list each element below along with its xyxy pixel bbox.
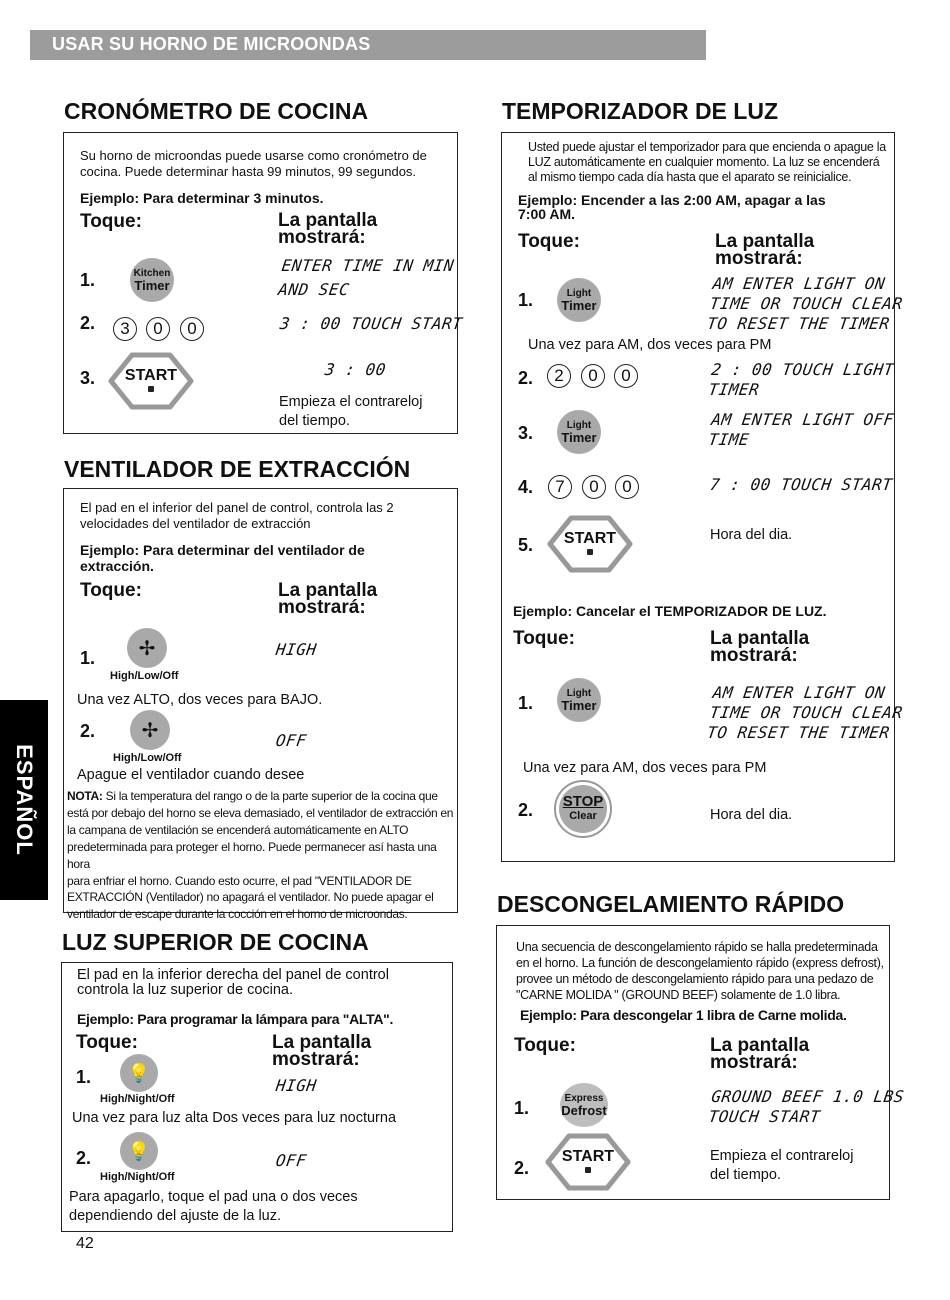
ventilador-nota (67, 788, 459, 923)
intro-line: Su horno de microondas puede usarse como cronómetro de (80, 148, 427, 163)
intro-line: provee un método de descongelamiento rápido para una pedazo de (516, 972, 874, 986)
toque-heading: Toque: (514, 1035, 576, 1056)
pad-label-top: Light (566, 420, 592, 431)
step-number: 1. (518, 693, 534, 713)
lcd-display: OFF (274, 1151, 308, 1170)
pantalla-heading (278, 212, 377, 246)
lcd-line: AM ENTER LIGHT OFF (710, 410, 896, 429)
note-line: Para apagarlo, toque el pad una o dos veces (69, 1189, 358, 1205)
light-pad[interactable] (120, 1132, 158, 1170)
intro-line: El pad en el inferior del panel de control, controla las 2 (80, 500, 394, 515)
pantalla-line: La pantalla (710, 628, 810, 649)
digit-0-button[interactable]: 0 (146, 317, 170, 341)
toque-heading: Toque: (518, 231, 580, 252)
step-number: 4. (518, 477, 534, 497)
step-note: Apague el ventilador cuando desee (77, 767, 305, 783)
luz-superior-example: Ejemplo: Para programar la lámpara para "ALTA". (77, 1011, 394, 1027)
step-number: 2. (518, 368, 534, 388)
example-line: Ejemplo: Encender a las 2:00 AM, apagar a las (518, 192, 826, 208)
nota-line: predeterminada para proteger el horno. Puede permanecer así hasta una hora (67, 839, 437, 871)
intro-line: en el horno. La función de descongelamiento rápido (express defrost), (516, 956, 884, 970)
lcd-display (706, 683, 907, 743)
lcd-line: AM ENTER LIGHT ON (711, 683, 887, 702)
lcd-display: OFF (274, 731, 308, 750)
lcd-line: GROUND BEEF 1.0 LBS (710, 1087, 906, 1106)
step-number: 1. (518, 290, 534, 310)
digit-0-button[interactable]: 0 (180, 317, 204, 341)
pantalla-line: La pantalla (715, 231, 815, 252)
descongelamiento-title: DESCONGELAMIENTO RÁPIDO (497, 891, 845, 917)
nota-line (67, 788, 459, 805)
digit-0-button[interactable]: 0 (581, 364, 605, 388)
step-note: Una vez para AM, dos veces para PM (523, 760, 767, 776)
pantalla-line: mostrará: (272, 1049, 360, 1070)
digit-3-button[interactable]: 3 (113, 317, 137, 341)
stop-label: STOP (562, 793, 604, 810)
lcd-line: TIME (707, 430, 751, 449)
descongelamiento-example: Ejemplo: Para descongelar 1 libra de Carne molida. (520, 1007, 847, 1023)
toque-heading: Toque: (513, 628, 575, 649)
pantalla-heading (710, 1037, 809, 1071)
note-line: del tiempo. (710, 1167, 781, 1183)
intro-line: El pad en la inferior derecha del panel de control (77, 967, 389, 983)
step-number: 1. (514, 1098, 530, 1118)
note-line: del tiempo. (279, 413, 350, 429)
step-number: 3. (80, 368, 96, 388)
temporizador-example (518, 193, 826, 221)
digit-2-button[interactable]: 2 (547, 364, 571, 388)
step-number: 2. (514, 1158, 530, 1178)
example-line: 7:00 AM. (518, 206, 576, 222)
start-button[interactable] (547, 515, 633, 573)
lcd-display: HIGH (274, 1076, 318, 1095)
example-line: Ejemplo: Para determinar del ventilador de (80, 542, 365, 558)
clear-label: Clear (569, 810, 597, 822)
language-side-tab (0, 700, 48, 900)
stop-clear-face (559, 785, 607, 833)
pad-label-top: Kitchen (133, 268, 171, 279)
cancel-example: Ejemplo: Cancelar el TEMPORIZADOR DE LUZ. (513, 603, 827, 619)
pantalla-line: La pantalla (272, 1032, 372, 1053)
language-label: ESPAÑOL (12, 744, 37, 856)
pad-label-bottom: Timer (561, 298, 597, 313)
cronometro-example: Ejemplo: Para determinar 3 minutos. (80, 190, 324, 206)
toque-heading: Toque: (80, 580, 142, 601)
pad-label-top: Light (566, 288, 592, 299)
step-number: 2. (80, 313, 96, 333)
pantalla-line: La pantalla (278, 210, 378, 231)
start-label: START (563, 530, 617, 547)
intro-line: Una secuencia de descongelamiento rápido se halla predeterminada (516, 940, 878, 954)
ventilador-title: VENTILADOR DE EXTRACCIÓN (64, 456, 411, 482)
lcd-display: HIGH (274, 640, 318, 659)
step-number: 2. (76, 1148, 92, 1168)
step-number: 3. (518, 423, 534, 443)
fan-icon: ✢ (141, 719, 159, 742)
note-line: dependiendo del ajuste de la luz. (69, 1208, 282, 1224)
cronometro-intro (80, 148, 427, 180)
intro-line: Usted puede ajustar el temporizador para que encienda o apague la (528, 140, 886, 154)
step-number: 1. (76, 1067, 92, 1087)
fan-pad[interactable] (127, 628, 167, 668)
temporizador-intro (528, 140, 888, 185)
toque-heading: Toque: (76, 1032, 138, 1053)
toque-heading: Toque: (80, 211, 142, 232)
step-number: 2. (518, 800, 534, 820)
digit-0-button[interactable]: 0 (582, 475, 606, 499)
ventilador-example (80, 542, 365, 574)
note-line: Empieza el contrareloj (279, 394, 423, 410)
pantalla-line: mostrará: (278, 597, 366, 618)
bulb-icon: 💡 (127, 1062, 151, 1083)
lcd-display: 7 : 00 TOUCH START (708, 475, 894, 494)
pantalla-line: mostrará: (278, 227, 366, 248)
intro-line: controla la luz superior de cocina. (77, 982, 294, 998)
lcd-display: 3 : 00 TOUCH START (278, 314, 464, 333)
header-title: USAR SU HORNO DE MICROONDAS (52, 34, 371, 54)
start-label: START (124, 367, 178, 384)
cronometro-title: CRONÓMETRO DE COCINA (64, 98, 369, 124)
kitchen-timer-pad[interactable] (130, 258, 174, 302)
pantalla-heading (710, 630, 809, 664)
note-line: Empieza el contrareloj (710, 1148, 854, 1164)
nota-line: para enfriar el horno. Cuando esto ocurre, el pad "VENTILADOR DE (67, 873, 412, 888)
pantalla-line: La pantalla (710, 1035, 810, 1056)
light-timer-pad[interactable] (557, 278, 601, 322)
descongelamiento-intro (516, 939, 888, 1003)
step-note: Una vez para luz alta Dos veces para luz nocturna (72, 1110, 397, 1126)
intro-line: al mismo tiempo cada día hasta que el aparato se reinicialice. (528, 170, 852, 184)
pad-caption: High/Low/Off (110, 670, 179, 682)
step-note: Una vez ALTO, dos veces para BAJO. (77, 692, 323, 708)
step-note: Hora del dia. (710, 527, 793, 543)
light-timer-pad[interactable] (557, 410, 601, 454)
luz-superior-intro (77, 968, 389, 998)
bulb-icon: 💡 (127, 1140, 151, 1161)
lcd-line: 2 : 00 TOUCH LIGHT (710, 360, 896, 379)
step-note (279, 393, 422, 431)
temporizador-title: TEMPORIZADOR DE LUZ (502, 98, 778, 124)
lcd-display: 3 : 00 (323, 360, 388, 379)
pad-label-top: Express (564, 1093, 604, 1104)
step-number: 5. (518, 535, 534, 555)
example-line: extracción. (80, 558, 154, 574)
step-note: Una vez para AM, dos veces para PM (528, 337, 772, 353)
intro-line: velocidades del ventilador de extracción (80, 516, 311, 531)
start-button[interactable] (108, 352, 194, 410)
fan-icon: ✢ (138, 637, 156, 660)
lock-icon (585, 1167, 591, 1173)
nota-line: está por debajo del horno se eleva demasiado, el ventilador de extracción en (67, 805, 454, 820)
pantalla-line: mostrará: (715, 248, 803, 269)
intro-line: "CARNE MOLIDA " (GROUND BEEF) solamente de 1.0 libra. (516, 988, 841, 1002)
lcd-line: TO RESET THE TIMER (705, 723, 891, 742)
intro-line: cocina. Puede determinar hasta 99 minutos, 99 segundos. (80, 164, 417, 179)
pantalla-line: mostrará: (710, 1052, 798, 1073)
pantalla-line: La pantalla (278, 580, 378, 601)
lcd-line: AND SEC (277, 280, 351, 299)
lcd-line: TOUCH START (707, 1107, 822, 1126)
lcd-line: ENTER TIME IN MIN (280, 256, 456, 275)
step-number: 2. (80, 721, 96, 741)
nota-label: NOTA: (67, 789, 103, 803)
pad-caption: High/Low/Off (113, 752, 182, 764)
step-number: 1. (80, 648, 96, 668)
lcd-line: TIME OR TOUCH CLEAR (708, 294, 904, 313)
step-note: Hora del dia. (710, 807, 793, 823)
lcd-line: TIMER (707, 380, 761, 399)
pad-label-bottom: Timer (134, 278, 170, 293)
pantalla-line: mostrará: (710, 645, 798, 666)
header-bar (30, 30, 706, 60)
lcd-display (707, 360, 895, 400)
page-number: 42 (76, 1235, 94, 1252)
lcd-display (277, 256, 455, 300)
nota-line: ventilador de escape durante la cocción en el horno de microondas. (67, 907, 408, 922)
lcd-line: AM ENTER LIGHT ON (711, 274, 887, 293)
start-button[interactable] (545, 1133, 631, 1191)
lcd-display (707, 1087, 905, 1127)
pantalla-heading (278, 582, 377, 616)
step-note (710, 1147, 853, 1185)
lock-icon (148, 386, 154, 392)
step-note (69, 1188, 358, 1226)
digit-0-button[interactable]: 0 (614, 364, 638, 388)
express-defrost-pad[interactable] (560, 1083, 608, 1127)
lcd-line: TIME OR TOUCH CLEAR (708, 703, 904, 722)
light-timer-pad[interactable] (557, 678, 601, 722)
lock-icon (587, 549, 593, 555)
lcd-display (707, 410, 895, 450)
ventilador-intro (80, 500, 394, 532)
digit-0-button[interactable]: 0 (615, 475, 639, 499)
intro-line: LUZ automáticamente en cualquier momento. La luz se encenderá (528, 155, 880, 169)
light-pad[interactable] (120, 1054, 158, 1092)
pad-label-bottom: Timer (561, 698, 597, 713)
start-label: START (561, 1148, 615, 1165)
lcd-line: TO RESET THE TIMER (705, 314, 891, 333)
pantalla-heading (272, 1034, 371, 1068)
lcd-display (706, 274, 907, 334)
step-number: 1. (80, 270, 96, 290)
nota-text: Si la temperatura del rango o de la parte superior de la cocina que (105, 789, 438, 803)
pad-label-bottom: Timer (561, 430, 597, 445)
stop-clear-button[interactable] (554, 780, 612, 838)
pad-label-bottom: Defrost (561, 1103, 607, 1118)
fan-pad[interactable] (130, 710, 170, 750)
nota-line: la campana de ventilación se encenderá automáticamente en ALTO (67, 822, 409, 837)
pad-label-top: Light (566, 688, 592, 699)
pad-caption: High/Night/Off (100, 1093, 175, 1105)
pad-caption: High/Night/Off (100, 1171, 175, 1183)
luz-superior-title: LUZ SUPERIOR DE COCINA (62, 929, 369, 955)
pantalla-heading (715, 233, 814, 267)
digit-7-button[interactable]: 7 (548, 475, 572, 499)
nota-line: EXTRACCIÓN (Ventilador) no apagará el ventilador. No puede apagar el (67, 890, 434, 905)
